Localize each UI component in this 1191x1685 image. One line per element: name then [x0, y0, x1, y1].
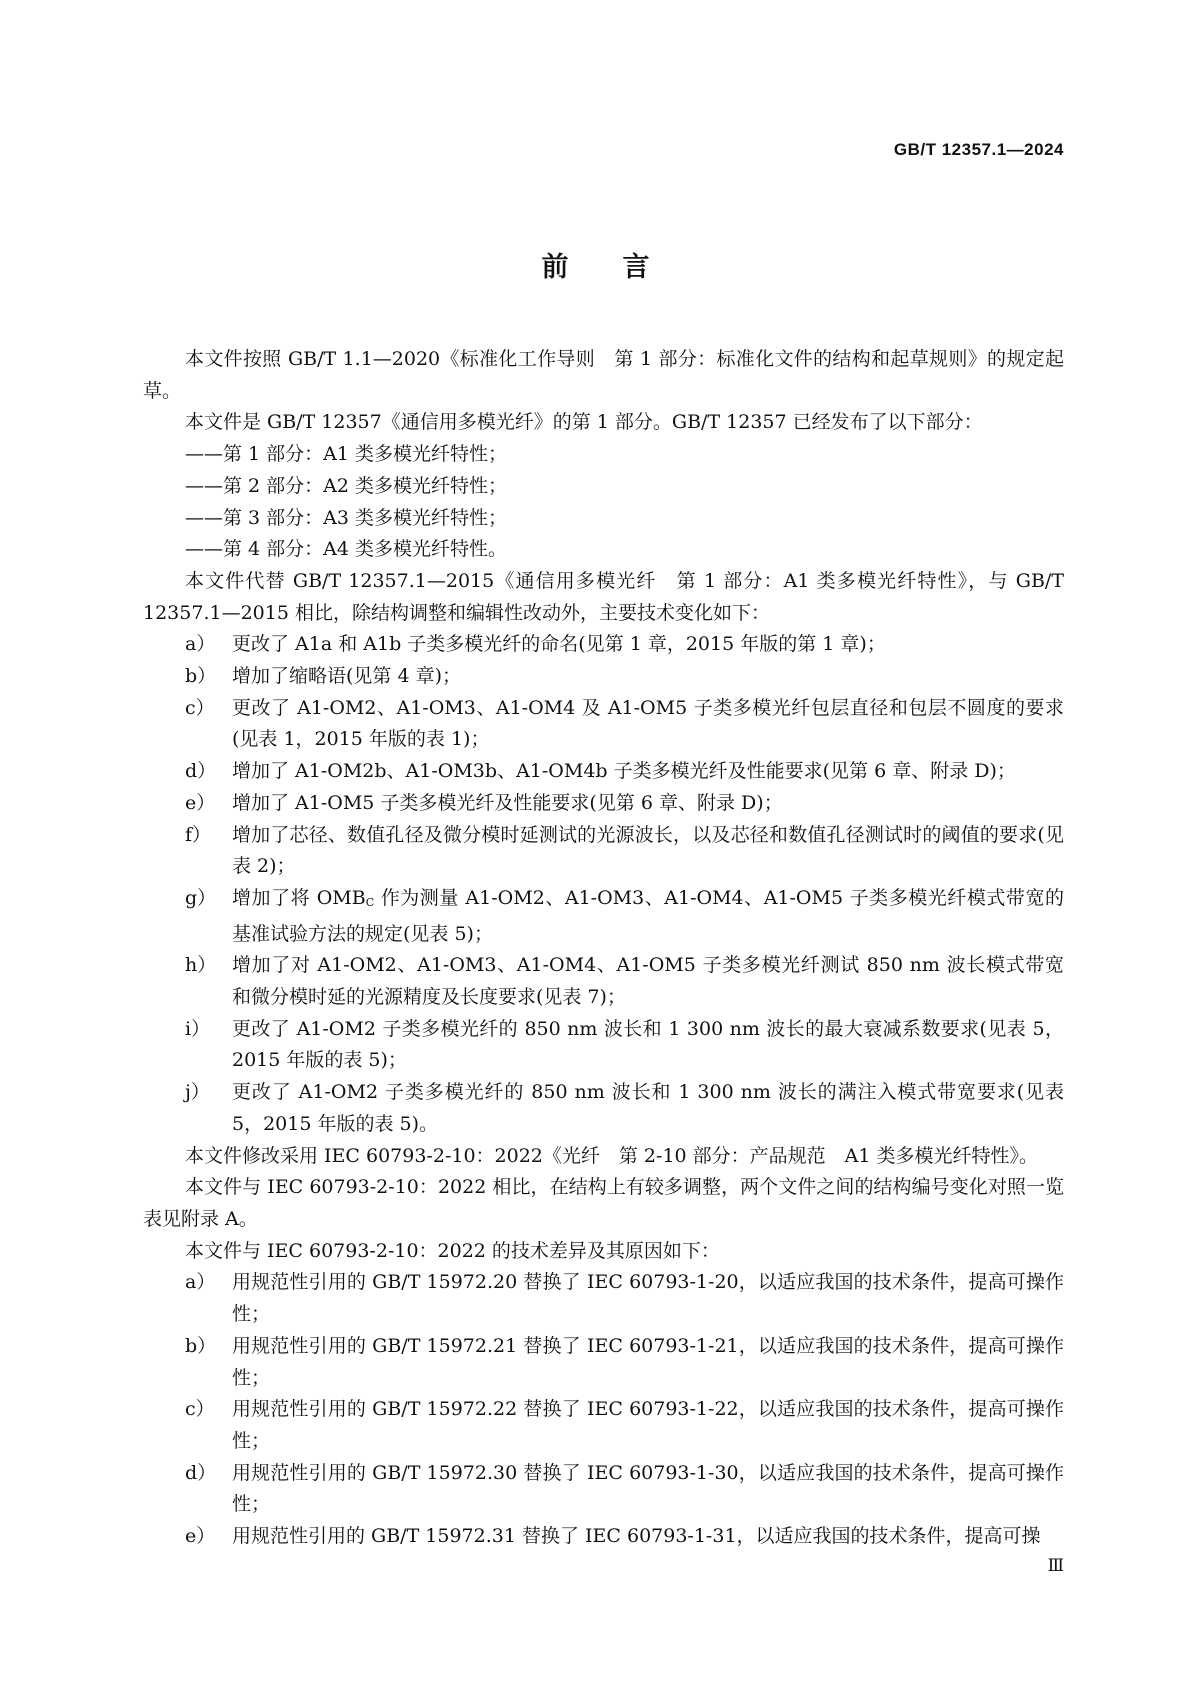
- list-label: d）: [185, 1461, 217, 1484]
- list-item: [143, 1521, 1064, 1553]
- list-label: b）: [185, 1334, 217, 1357]
- list-item: [143, 693, 1064, 756]
- paragraph: 本文件修改采用 IEC 60793-2-10：2022《光纤 第 2-10 部分：产品规范 A1 类多模光纤特性》。: [185, 1144, 1039, 1167]
- list-label: a）: [185, 633, 216, 656]
- list-label: i）: [185, 1017, 211, 1040]
- document-body: [143, 344, 1064, 1553]
- list-text: 更改了 A1-OM2、A1-OM3、A1-OM4 及 A1-OM5 子类多模光纤包层直径和包层不圆度的要求(见表 1，2015 年版的表 1)；: [232, 696, 1064, 751]
- list-text: 用规范性引用的 GB/T 15972.22 替换了 IEC 60793-1-22，以适应我国的技术条件，提高可操作性；: [232, 1398, 1064, 1452]
- paragraph: 本文件是 GB/T 12357《通信用多模光纤》的第 1 部分。GB/T 12357 已经发布了以下部分：: [185, 411, 983, 434]
- list-text: 更改了 A1-OM2 子类多模光纤的 850 nm 波长和 1 300 nm 波长的最大衰减系数要求(见表 5，2015 年版的表 5)；: [232, 1017, 1064, 1072]
- list-item: [143, 661, 1064, 693]
- list-text: 增加了 A1-OM2b、A1-OM3b、A1-OM4b 子类多模光纤及性能要求(见第 6 章、附录 D)；: [232, 760, 1016, 783]
- list-text: 增加了缩略语(见第 4 章)；: [232, 665, 461, 688]
- list-label: g）: [185, 886, 217, 909]
- list-text: 用规范性引用的 GB/T 15972.20 替换了 IEC 60793-1-20，以适应我国的技术条件，提高可操作性；: [232, 1271, 1064, 1326]
- list-item: [143, 1014, 1064, 1077]
- list-item: ——第 3 部分：A3 类多模光纤特性；: [185, 506, 508, 529]
- list-item: [143, 1267, 1064, 1330]
- list-label: c）: [185, 696, 215, 719]
- list-label: d）: [185, 760, 217, 783]
- list-text: 增加了对 A1-OM2、A1-OM3、A1-OM4、A1-OM5 子类多模光纤测试 850 nm 波长模式带宽和微分模时延的光源精度及长度要求(见表 7)；: [232, 954, 1064, 1009]
- list-item: ——第 4 部分：A4 类多模光纤特性。: [185, 538, 508, 561]
- list-text: 更改了 A1-OM2 子类多模光纤的 850 nm 波长和 1 300 nm 波长的满注入模式带宽要求(见表 5，2015 年版的表 5)。: [232, 1081, 1064, 1135]
- list-item: [143, 883, 1064, 950]
- list-text: 增加了 A1-OM5 子类多模光纤及性能要求(见第 6 章、附录 D)；: [232, 791, 783, 814]
- subscript: C: [365, 895, 375, 909]
- list-item: ——第 2 部分：A2 类多模光纤特性；: [185, 474, 508, 497]
- list-text: 增加了芯径、数值孔径及微分模时延测试的光源波长，以及芯径和数值孔径测试时的阈值的要求(见表 2)；: [232, 823, 1064, 878]
- list-label: h）: [185, 954, 217, 977]
- list-label: b）: [185, 665, 217, 688]
- paragraph: 本文件代替 GB/T 12357.1—2015《通信用多模光纤 第 1 部分：A1 类多模光纤特性》，与 GB/T 12357.1—2015 相比，除结构调整和编辑性改动外，主要技术变化如下：: [143, 569, 1064, 624]
- paragraph: 本文件按照 GB/T 1.1—2020《标准化工作导则 第 1 部分：标准化文件的结构和起草规则》的规定起草。: [143, 348, 1064, 402]
- paragraph: 本文件与 IEC 60793-2-10：2022 相比，在结构上有较多调整，两个文件之间的结构编号变化对照一览表见附录 A。: [143, 1176, 1064, 1230]
- page-title: [0, 245, 1191, 284]
- list-label: e）: [185, 791, 216, 814]
- list-item: [143, 1394, 1064, 1457]
- list-item: ——第 1 部分：A1 类多模光纤特性；: [185, 443, 508, 466]
- list-text: 更改了 A1a 和 A1b 子类多模光纤的命名(见第 1 章，2015 年版的第 1 章)；: [232, 633, 886, 656]
- list-label: c）: [185, 1398, 215, 1421]
- list-item: [143, 1077, 1064, 1140]
- list-text: 用规范性引用的 GB/T 15972.31 替换了 IEC 60793-1-31，以适应我国的技术条件，提高可操: [232, 1525, 1041, 1548]
- list-label: e）: [185, 1525, 216, 1548]
- list-label: f）: [185, 823, 212, 846]
- list-item: [143, 756, 1064, 788]
- text-run: 作为测量 A1-OM2、A1-OM3、A1-OM4、A1-OM5 子类多模光纤模式带宽的基准试验方法的规定(见表 5)；: [232, 886, 1064, 945]
- list-label: j）: [185, 1081, 210, 1104]
- document-number: GB/T 12357.1—2024: [893, 140, 1064, 159]
- title-char: 言: [622, 252, 650, 283]
- list-text: 用规范性引用的 GB/T 15972.21 替换了 IEC 60793-1-21，以适应我国的技术条件，提高可操作性；: [232, 1334, 1064, 1389]
- paragraph: 本文件与 IEC 60793-2-10：2022 的技术差异及其原因如下：: [185, 1239, 720, 1262]
- list-item: [143, 788, 1064, 820]
- list-item: [143, 1458, 1064, 1521]
- page-number: Ⅲ: [1047, 1556, 1064, 1576]
- list-item: [143, 1331, 1064, 1394]
- list-text: 用规范性引用的 GB/T 15972.30 替换了 IEC 60793-1-30，以适应我国的技术条件，提高可操作性；: [232, 1461, 1064, 1516]
- list-item: [143, 820, 1064, 883]
- list-text: [232, 883, 1064, 950]
- list-item: [143, 629, 1064, 661]
- list-item: [143, 950, 1064, 1013]
- title-char: 前: [541, 252, 569, 283]
- text-run: 增加了将 OMB: [232, 886, 366, 909]
- list-label: a）: [185, 1271, 216, 1294]
